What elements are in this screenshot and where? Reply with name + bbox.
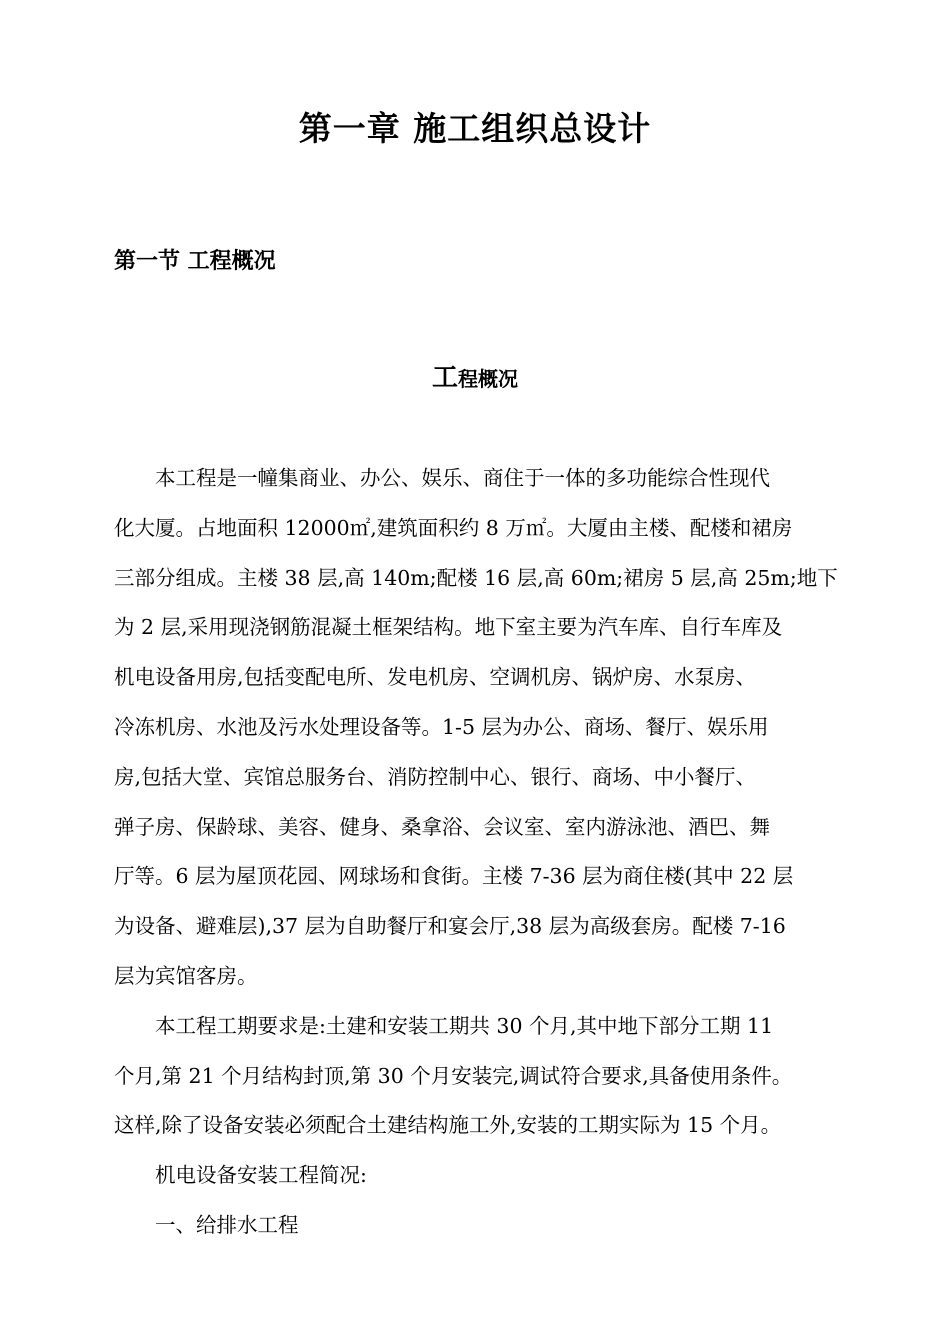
paragraph-1 (114, 454, 838, 1002)
paragraph-line: 房,包括大堂、宾馆总服务台、消防控制中心、银行、商场、中小餐厅、 (114, 764, 757, 789)
paragraph-line: 为设备、避难层),37 层为自助餐厅和宴会厅,38 层为高级套房。配楼 7-16 (114, 914, 786, 939)
list-heading: 一、给排水工程 (155, 1212, 299, 1237)
paragraph-2 (114, 1002, 838, 1151)
paragraph-line: 化大厦。占地面积 12000㎡,建筑面积约 8 万㎡。大厦由主楼、配楼和裙房 (114, 515, 793, 540)
paragraph-line: 冷冻机房、水池及污水处理设备等。1-5 层为办公、商场、餐厅、娱乐用 (114, 714, 769, 739)
chapter-title: 第一章 施工组织总设计 (298, 109, 652, 148)
paragraph-line: 个月,第 21 个月结构封顶,第 30 个月安装完,调试符合要求,具备使用条件。 (114, 1063, 793, 1088)
subsection-title-rest: 程概况 (458, 367, 518, 391)
paragraph-line: 层为宾馆客房。 (114, 963, 258, 988)
paragraph-line: 厅等。6 层为屋顶花园、网球场和食街。主楼 7-36 层为商住楼(其中 22 层 (114, 864, 794, 889)
paragraph-4 (114, 1201, 838, 1251)
paragraph-line: 弹子房、保龄球、美容、健身、桑拿浴、会议室、室内游泳池、酒巴、舞 (114, 814, 770, 839)
paragraph-line: 这样,除了设备安装必须配合土建结构施工外,安装的工期实际为 15 个月。 (114, 1113, 782, 1138)
paragraph-line: 本工程是一幢集商业、办公、娱乐、商住于一体的多功能综合性现代 (155, 466, 770, 490)
paragraph-3 (114, 1151, 838, 1201)
paragraph-line: 机电设备用房,包括变配电所、发电机房、空调机房、锅炉房、水泵房、 (114, 665, 757, 690)
paragraph-line: 机电设备安装工程简况: (155, 1163, 367, 1188)
subsection-title (0, 360, 950, 397)
body-text (114, 454, 838, 1251)
paragraph-line: 三部分组成。主楼 38 层,高 140m;配楼 16 层,高 60m;裙房 5 层,高 25m;地下 (114, 565, 838, 590)
paragraph-line: 本工程工期要求是:土建和安装工期共 30 个月,其中地下部分工期 11 (155, 1013, 774, 1038)
subsection-title-first-char: 工 (431, 363, 458, 393)
section-title: 第一节 工程概况 (114, 249, 276, 274)
paragraph-line: 为 2 层,采用现浇钢筋混凝土框架结构。地下室主要为汽车库、自行车库及 (114, 615, 783, 640)
